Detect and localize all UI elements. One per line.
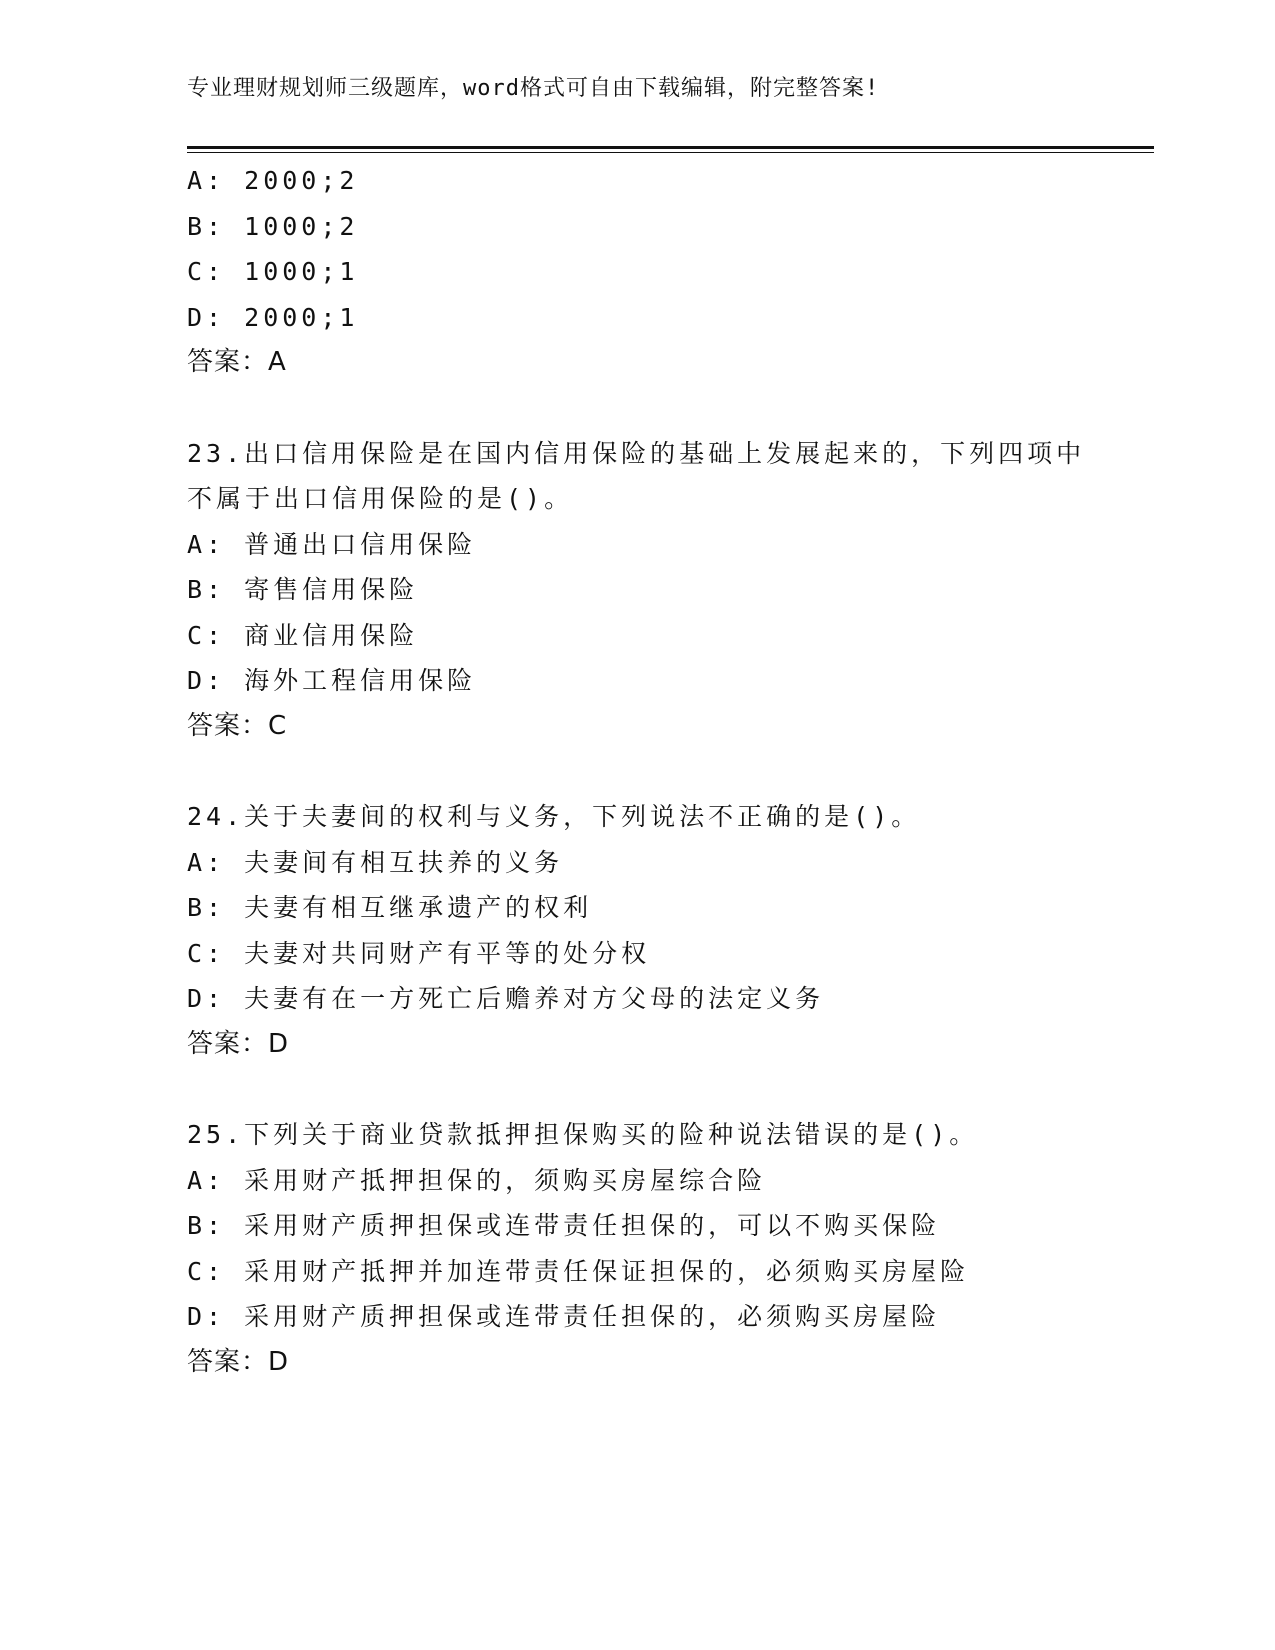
question-24 — [187, 794, 1154, 1067]
option-d: D: 采用财产质押担保或连带责任担保的，必须购买房屋险 — [187, 1302, 941, 1331]
question-stem-line-1: 23.出口信用保险是在国内信用保险的基础上发展起来的，下列四项中 — [187, 438, 1086, 468]
answer-line: 答案：A — [187, 347, 287, 377]
question-22-continued — [187, 158, 1154, 386]
answer-line: 答案：D — [187, 1346, 290, 1377]
option-d: D: 2000;1 — [187, 302, 359, 332]
question-25 — [187, 1112, 1154, 1385]
option-a: A: 2000;2 — [187, 166, 359, 195]
answer-line: 答案：D — [187, 1028, 290, 1059]
option-b: B: 1000;2 — [187, 211, 359, 241]
page-header-title: 专业理财规划师三级题库，word格式可自由下载编辑，附完整答案! — [187, 76, 880, 101]
question-stem-line-2: 不属于出口信用保险的是()。 — [187, 484, 574, 513]
option-b: B: 夫妻有相互继承遗产的权利 — [187, 893, 593, 922]
option-a: A: 夫妻间有相互扶养的义务 — [187, 847, 564, 877]
option-c: C: 1000;1 — [187, 257, 359, 286]
option-a: A: 采用财产抵押担保的，须购买房屋综合险 — [187, 1165, 767, 1195]
question-stem-line-1: 24.关于夫妻间的权利与义务，下列说法不正确的是()。 — [187, 802, 921, 831]
header-rule-thick — [187, 146, 1154, 149]
question-23 — [187, 431, 1154, 750]
option-c: C: 商业信用保险 — [187, 620, 419, 650]
option-d: D: 海外工程信用保险 — [187, 666, 477, 695]
option-b: B: 寄售信用保险 — [187, 575, 419, 604]
question-stem-line-1: 25.下列关于商业贷款抵押担保购买的险种说法错误的是()。 — [187, 1120, 979, 1149]
option-c: C: 采用财产抵押并加连带责任保证担保的，必须购买房屋险 — [187, 1256, 970, 1286]
header-rule-thin — [187, 152, 1154, 153]
option-c: C: 夫妻对共同财产有平等的处分权 — [187, 938, 651, 968]
option-a: A: 普通出口信用保险 — [187, 529, 477, 559]
question-list — [187, 158, 1154, 1385]
option-d: D: 夫妻有在一方死亡后赡养对方父母的法定义务 — [187, 984, 825, 1013]
answer-line: 答案：C — [187, 710, 288, 741]
option-b: B: 采用财产质押担保或连带责任担保的，可以不购买保险 — [187, 1211, 941, 1240]
